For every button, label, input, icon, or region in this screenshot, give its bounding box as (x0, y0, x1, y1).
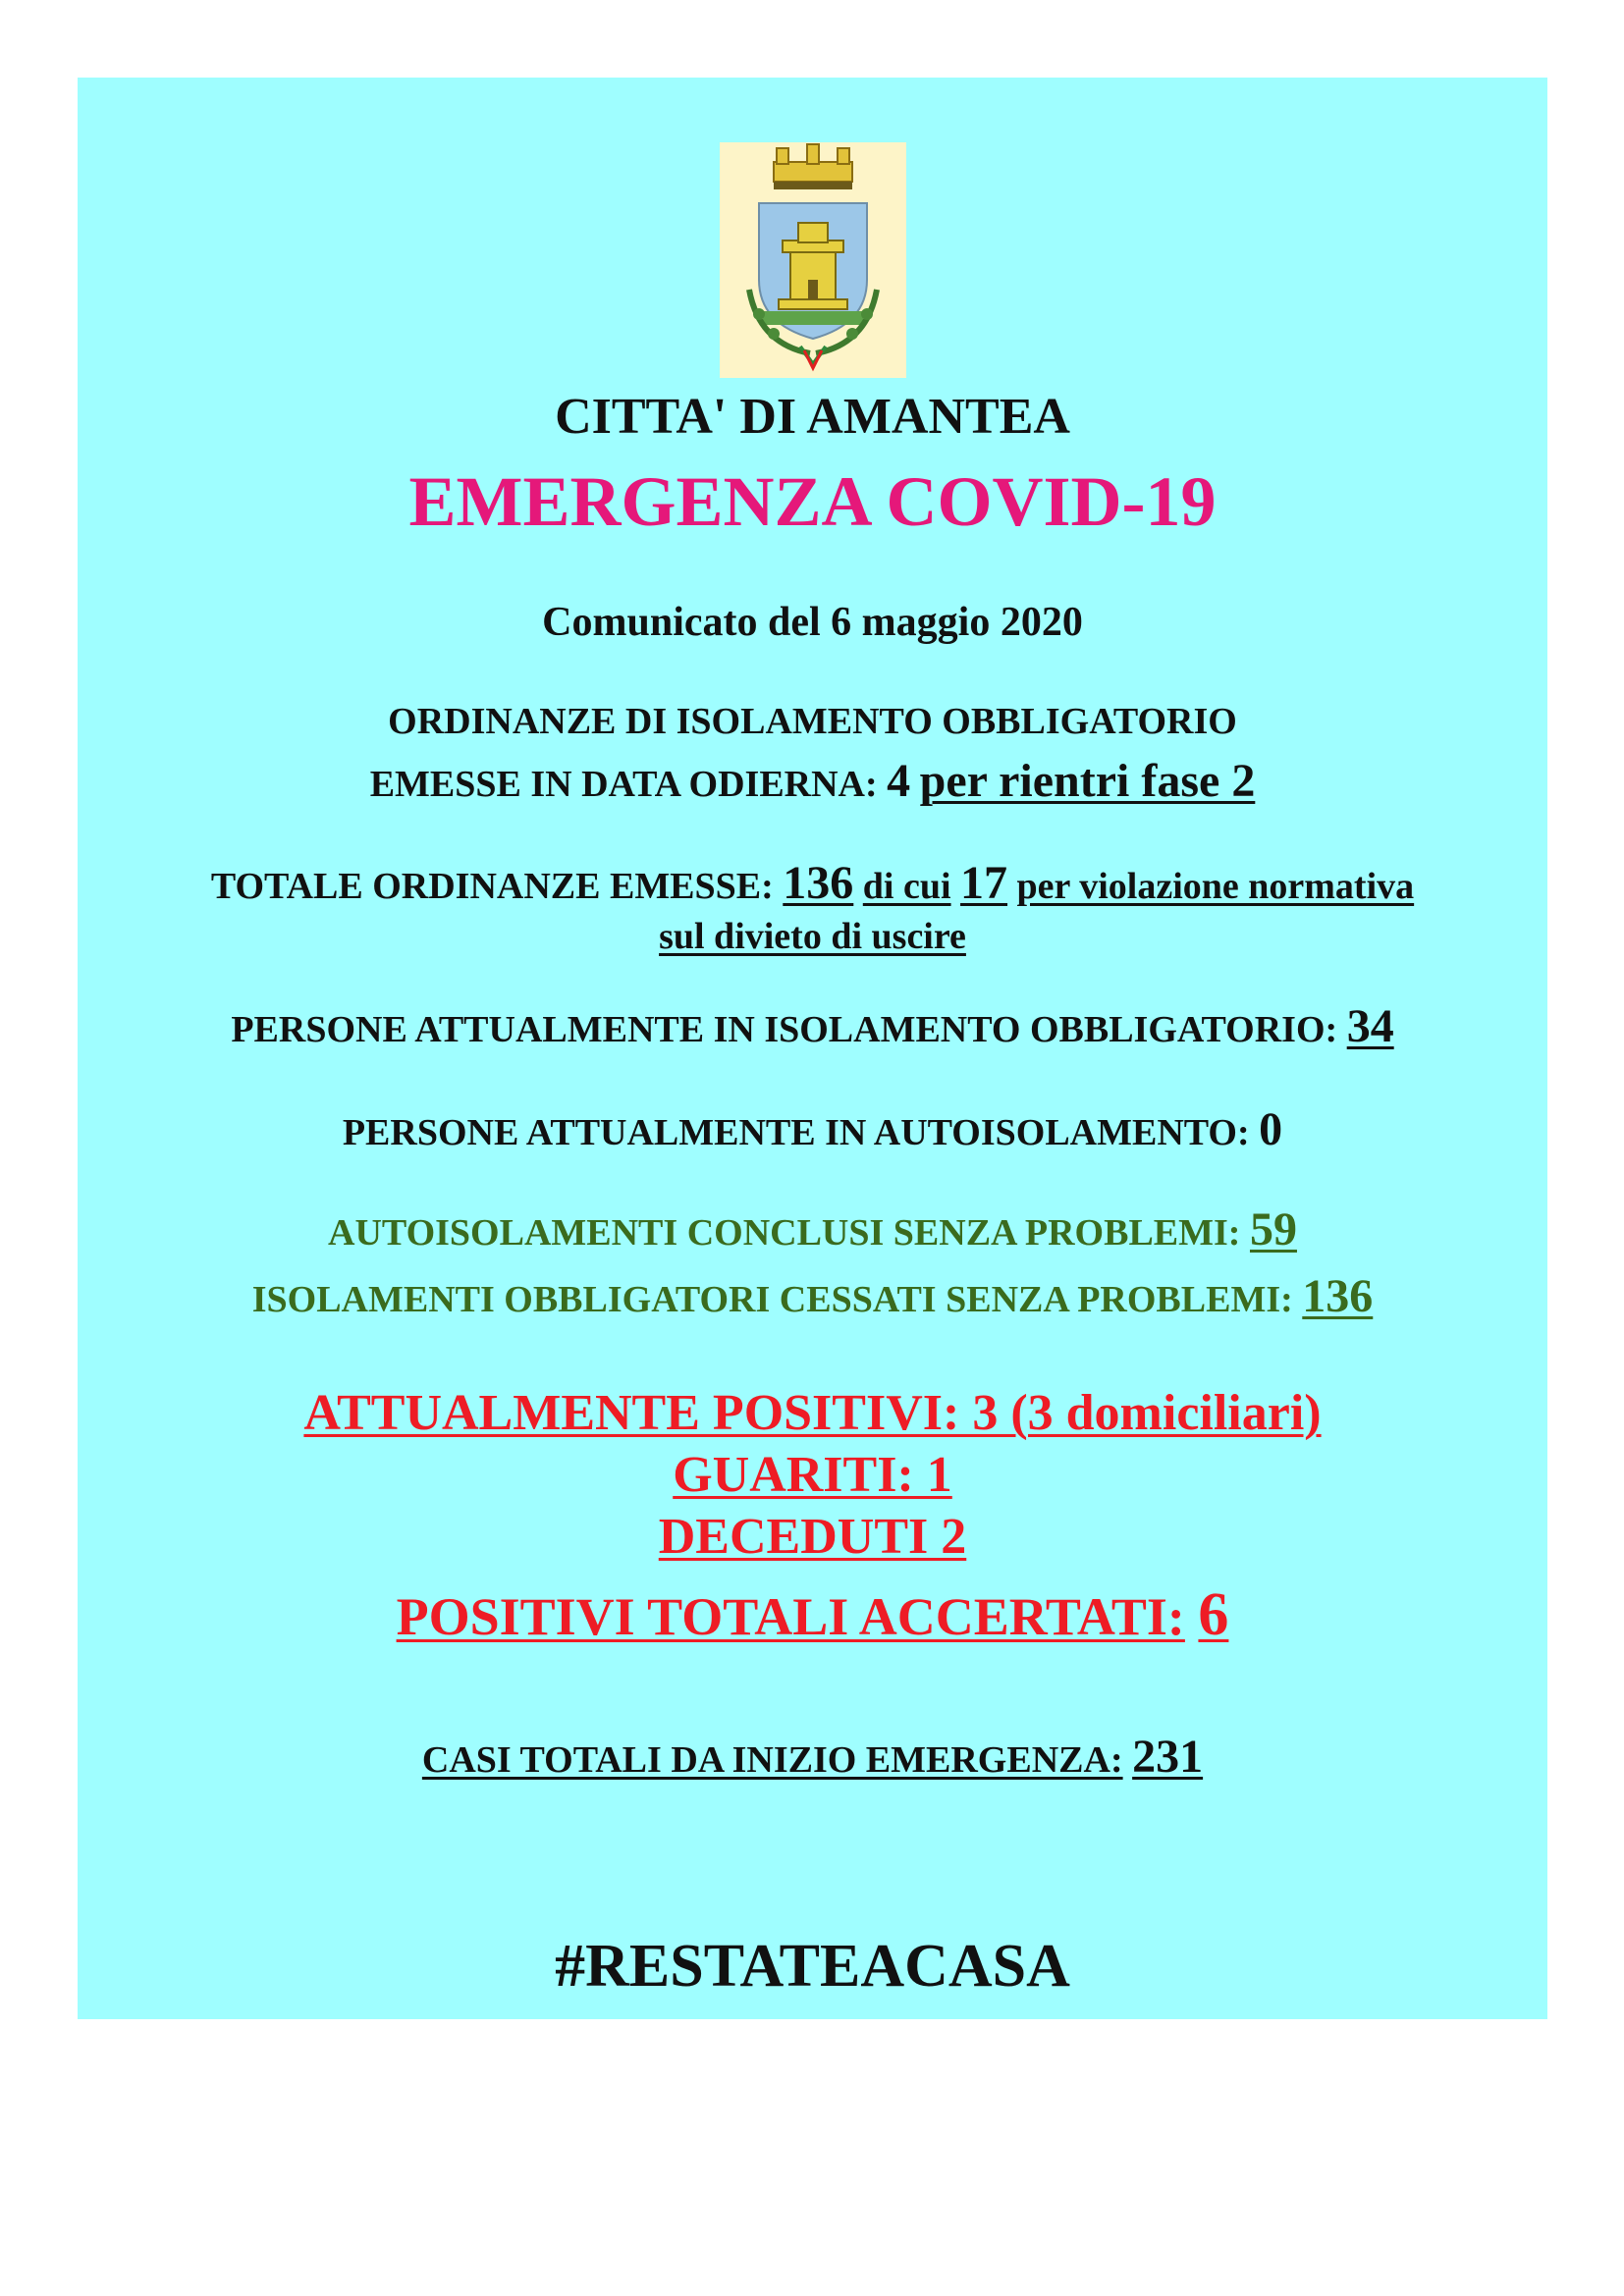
isolamenti-cessati-row (78, 1269, 1547, 1323)
autoisolamento-label: PERSONE ATTUALMENTE IN AUTOISOLAMENTO: (342, 1112, 1250, 1153)
autoisolamento-row (78, 1102, 1547, 1156)
totale-violazioni-value: 17 (960, 857, 1008, 909)
communique-date: Comunicato del 6 maggio 2020 (542, 600, 1083, 645)
casi-totali-row (78, 1730, 1547, 1784)
ordinanze-today (78, 754, 1547, 808)
isolamento-row (78, 999, 1547, 1053)
hashtag: #RESTATEACASA (555, 1933, 1070, 2000)
autoisolamenti-conclusi-value: 59 (1249, 1203, 1297, 1255)
deceduti-row (78, 1508, 1547, 1566)
coat-of-arms-icon (720, 142, 906, 378)
city-name: CITTA' DI AMANTEA (555, 389, 1070, 445)
totale-ordinanze-label: TOTALE ORDINANZE EMESSE: (210, 866, 774, 907)
positivi-totali-row (78, 1580, 1547, 1650)
page-title: EMERGENZA COVID-19 (408, 462, 1217, 541)
ordinanze-today-value: 4 (887, 755, 911, 807)
ordinanze-heading: ORDINANZE DI ISOLAMENTO OBBLIGATORIO (388, 701, 1237, 742)
casi-totali-value: 231 (1132, 1731, 1204, 1783)
ordinanze-today-label: EMESSE IN DATA ODIERNA: (369, 764, 878, 805)
deceduti: DECEDUTI 2 (658, 1509, 967, 1565)
casi-totali-label: CASI TOTALI DA INIZIO EMERGENZA: (421, 1739, 1123, 1781)
totale-violazioni-text: per violazione normativa (1016, 866, 1415, 907)
guariti-row (78, 1446, 1547, 1504)
totale-violazioni-text2: sul divieto di uscire (659, 916, 966, 957)
attualmente-positivi: ATTUALMENTE POSITIVI: 3 (3 domiciliari) (303, 1385, 1322, 1441)
isolamento-value: 34 (1346, 1000, 1394, 1052)
isolamenti-cessati-value: 136 (1302, 1270, 1374, 1322)
isolamento-label: PERSONE ATTUALMENTE IN ISOLAMENTO OBBLIGATORIO: (231, 1009, 1338, 1050)
isolamenti-cessati-label: ISOLAMENTI OBBLIGATORI CESSATI SENZA PROBLEMI: (251, 1279, 1293, 1320)
totale-ordinanze (78, 856, 1547, 910)
positivi-totali-value: 6 (1198, 1581, 1229, 1648)
totale-di-cui: di cui (862, 866, 951, 907)
guariti: GUARITI: 1 (673, 1447, 952, 1503)
positivi-totali-label: POSITIVI TOTALI ACCERTATI: (396, 1587, 1185, 1646)
totale-violazioni-text2-row (78, 915, 1547, 958)
autoisolamenti-conclusi-row (78, 1202, 1547, 1256)
ordinanze-today-reason: per rientri fase 2 (919, 755, 1256, 807)
totale-ordinanze-value: 136 (783, 857, 854, 909)
autoisolamenti-conclusi-label: AUTOISOLAMENTI CONCLUSI SENZA PROBLEMI: (328, 1212, 1241, 1254)
attualmente-positivi-row (78, 1384, 1547, 1442)
autoisolamento-value: 0 (1259, 1103, 1283, 1155)
